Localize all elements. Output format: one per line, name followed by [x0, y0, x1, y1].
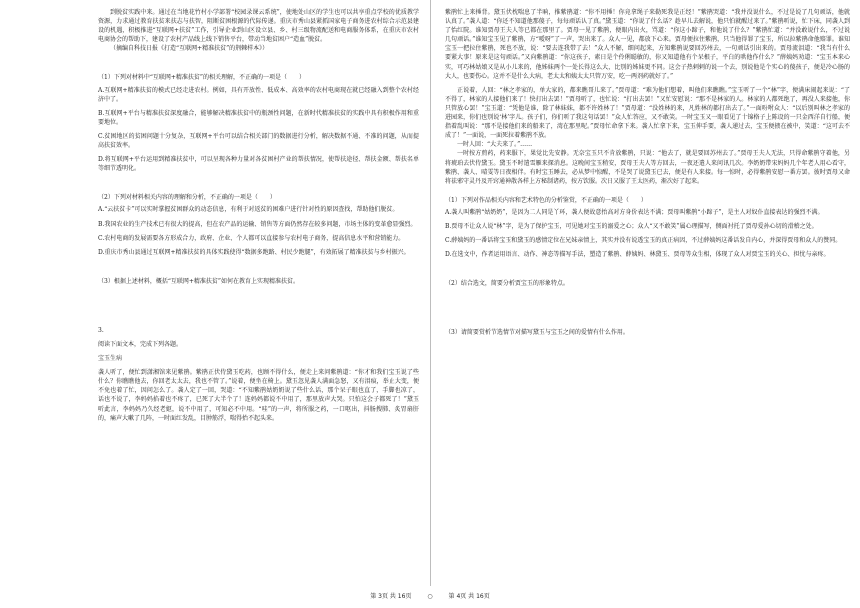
story-question-2-stem: （2）结合选文，简要分析贾宝玉的形象特点。 [445, 280, 569, 288]
section-number: 3. [98, 326, 104, 334]
question-2-option-d: D.重庆市秀山县通过互联网+精准扶贫的具体实践使得“数据多跑路、村民少跑腿”，有效拓展了精准扶贫与乡村振兴。 [98, 248, 410, 256]
story-question-1-option-c: C.薛姨妈的一番话将宝玉和黛玉的感情定位在兄妹亲情上，其实并没有说透宝玉的真正病因，不过薛姨妈这番话发自内心，并深得贾母和众人的赞同。 [445, 237, 842, 245]
footer-separator-icon: ○ [427, 593, 433, 600]
story-question-1-stem: （1）下列对作品相关内容和艺术特色的分析鉴赏，不正确的一项是（ ） [445, 196, 647, 204]
page-footer [0, 592, 860, 602]
story-question-3-stem: （3）请简要赏析节选情节对描写黛玉与宝玉之间的爱情有什么作用。 [445, 329, 629, 337]
question-2-option-b: B.我国农业的生产技术已有很大的提高，但在农产品的运输、销售等方面仍然存在较多问题，市场主体的变革愈显强烈。 [98, 220, 417, 228]
question-2-option-a: A.“云扶贫卡”可以实时掌握贫困群众的动态信息，有利于对返贫的困难户进行针对性的原因查找，帮助他们脱贫。 [98, 206, 399, 214]
story-paragraph: 一时按方煎药，药来服下，果觉比先安静。无奈宝玉只不肯放紫鹃，只说：“他去了，就是要回苏州去了。”贾母王夫人无法，只得命紫鹃守着他，另将琥珀去伏侍黛玉。黛玉不时遣雪雁来探消息。这晚间宝玉稍安，贾母王夫人等方回去，一夜还遣人来问讯几次。李奶奶带宋妈妈几个年老人用心看守，紫鹃、袭人、晴雯等日夜相伴。有时宝玉睡去，必从梦中惊醒，不是哭了说黛玉已去，便是有人来接。每一惊时，必得紫鹃安慰一番方罢。彼时贾母又命将祛邪守灵丹及开窍通神散各样上方秘制诸药，按方饮服。次日又服了王太医药，渐次好了起来。 [445, 150, 850, 185]
material-intro-paragraph: 到脱贫实践中来。通过在当地花竹村小学部署“校园录课云系统”，使地处山区的学生也可以共享重点学校的优质教学资源，力求通过教育扶贫来扶志与扶智，阻断贫困根源的代际传递。重庆市秀山县紧抓国家电子商务进农村综合示范县建设的机遇，积极推进“互联网+扶贫”工作，引导企业到山区设立县、乡、村三级物流配送和电商服务体系，在重庆市农村电商协会的帮助下，建设了农村产品线上线下销售平台，带动当地贫困户“造血”脱贫。 [98, 9, 419, 44]
story-paragraph: 紫鹃忙上来捶背。黛玉伏枕喘息了半晌，推紫鹃道：“你不用捶！你竟拿绳子来勒死我是正经！”紫鹃哭道：“我并没说什么，不过是说了几句顽话，他就认真了。”袭人道：“你还不知道他那傻子，每每顽话认了真。”黛玉道：“你说了什么话？趁早儿去解说，他只怕就醒过来了。”紫鹃听说，忙下床，同袭人到了怡红院。谁知贾母王夫人等已都在那里了。贾母一见了紫鹃，便眼内出火，骂道：“你这小蹄子，和他说了什么？”紫鹃忙道：“并没敢说什么，不过说几句顽话。”谁知宝玉见了紫鹃，方“嗳呀”了一声，哭出来了。众人一见，都放下心来。贾母便拉住紫鹃，只当他得罪了宝玉，所以拉紫鹃命他赔罪。谁知宝玉一把拉住紫鹃，死也不放，说：“要去连我带了去！”众人不解，细问起来，方知紫鹃说要回苏州去，一句顽话引出来的。贾母流泪道：“我当有什么要紧大事！原来是这句顽话。”又向紫鹃道：“你这孩子，素日是个伶俐聪敏的，你又知道他有个呆根子，平白的哄他作什么？”薛姨妈劝道：“宝玉本来心实，可巧林姑娘又是从小儿来的，他姊妹两个一处长得这么大，比别的姊妹更不同。这会子热剌剌的说一个去，别说他是个实心的傻孩子，便是冷心肠的大人，也要伤心。这并不是什么大病，老太太和姨太太只管万安，吃一两剂药就好了。” [445, 9, 850, 80]
question-2-stem: （2）下列对材料相关内容的理解和分析，不正确的一项是（ ） [98, 194, 276, 202]
question-3-stem: （3）根据上述材料，概括“互联网+精准扶贫”如何在教育上实现精准扶贫。 [98, 277, 299, 285]
left-page-number: 第 3页 共 16页 [370, 593, 412, 600]
question-1-option-a: A.互联网+精准扶贫的模式已经走进农村。例如，具有开放性、低成本、高效率的农村电商现在就已经融入到整个农村经济中了。 [98, 86, 419, 103]
left-page-column [0, 0, 429, 586]
story-question-1-option-d: D.在选文中，作者运用语言、动作、神态等描写手法，塑造了紫鹃、薛姨妈、林黛玉、贾母等众生相，体现了众人对贾宝玉的关心、担忧与亲疼。 [445, 251, 830, 259]
question-1-stem: （1）下列对材料中“互联网+精准扶贫”的相关理解，不正确的一项是（ ） [98, 74, 305, 82]
right-page-column [431, 0, 860, 586]
story-paragraph: 正说着，人回：“林之孝家的，单大家的，都来瞧哥儿来了。”贾母道：“难为他们想着，叫他们来瞧瞧。”宝玉听了一个“林”字，便满床闹起来说：“了不得了，林家的人接他们来了！快打出去罢！”贾母听了，也忙说：“打出去罢！”又忙安慰说：“那不是林家的人。林家的人都死绝了，再没人来接他，你只管放心罢！”宝玉道：“凭他是谁，除了林妹妹，都不许姓林了！”贾母道：“没姓林的来，凡姓林的都打出去了。”一面吩咐众人：“以后别叫林之孝家的进园来，你们也别说‘林’字儿。孩子们，你们听了我这句话罢！”众人忙答应，又不敢笑。一时宝玉又一眼看见了十锦格子上陈设的一只金西洋自行船，便指着乱叫说：“那不是接他们来的船来了，湾在那里呢。”贾母忙命拿下来。袭人忙拿下来，宝玉伸手要，袭人递过去，宝玉便掖在被中，笑道：“这可去不成了！”一面说，一面死拉着紫鹃不放。 [445, 86, 850, 140]
story-paragraph: 一时人回：“大夫来了。”…… [457, 141, 533, 149]
question-1-option-d: D.将互联网+平台运用到精准扶贫中，可以呈现各种力量对各贫困村产业的帮扶情况，使帮扶途径、帮扶金额、帮扶名单等细节透明化。 [98, 156, 419, 173]
section-instruction: 阅读下面文本，完成下列各题。 [98, 340, 183, 348]
story-title: 宝玉生病 [98, 355, 123, 363]
question-2-option-c: C.农村电商的发展需要各方形成合力，政府、企业、个人都可以直接参与农村电子商务，提高信息水平和营销能力。 [98, 234, 405, 242]
right-page-number: 第 4页 共 16页 [448, 593, 490, 600]
question-1-option-c: C.贫困地区的贫困问题十分复杂，互联网+平台可以结合相关部门的数据进行分析，解决数据不通、不准的问题，从而提高扶贫效率。 [98, 132, 419, 150]
story-question-1-option-a: A.袭人叫紫鹃“姑奶奶”，是因为二人同是丫环，袭人便故意抬高对方身价表达不满；贾母叫紫鹃“小蹄子”，是主人对奴仆直接表达的强烈不满。 [445, 208, 824, 216]
question-1-option-b: B.互联网+平台与精准扶贫深度融合，能够解决精准扶贫中的瓶颈性问题，在新时代精准扶贫的实践中具有积极作用和重要地位。 [98, 109, 419, 126]
story-question-1-option-b: B.贾母不让众人说“林”字，是为了保护宝玉，可见她对宝玉的溺爱之心；众人“又不敢笑”属心理描写，侧面衬托了贾母爱孙心切的滑稽之处。 [445, 222, 818, 230]
story-paragraph: 袭人听了，便忙到潇湘馆来见紫鹃。紫鹃正伏侍黛玉吃药，也顾不得什么，便走上来问紫鹃道：“你才和我们宝玉说了些什么？你瞧瞧他去，你回老太太去，我也不管了。”说着，便坐在椅上。黛玉忽见袭人满面急怒，又有泪痕，举止大变，便不免也着了忙，因问怎么了。袭人定了一回，哭道：“不知紫鹃姑奶奶说了些什么话，那个呆子眼也直了，手脚也凉了，话也不说了，李妈妈掐着也不疼了，已死了大半个了！连妈妈都说不中用了，那里放声大哭。只怕这会子都死了！”黛玉听此言，李妈妈乃久经老妪，说不中用了，可知必不中用。“哇”的一声，将所服之药，一口呕出，抖肠搜肺、炙胃扇肝的，痛声大嗽了几阵，一时面红发乱，目肿筋浮，喘得抬不起头来。 [98, 369, 419, 422]
material-source-citation: （摘编自科技日报《打造“互联网+精准扶贫”的荆棘样本》） [110, 45, 269, 53]
